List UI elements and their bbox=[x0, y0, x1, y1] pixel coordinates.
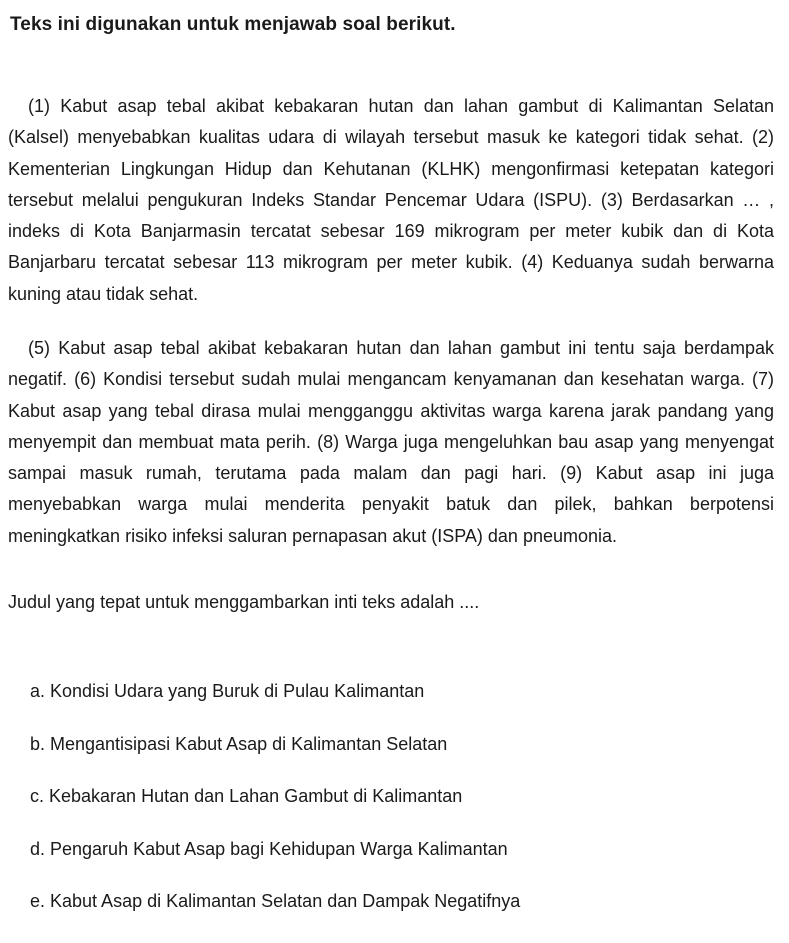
option-b[interactable]: b. Mengantisipasi Kabut Asap di Kalimantan Selatan bbox=[30, 733, 448, 754]
option-d[interactable]: d. Pengaruh Kabut Asap bagi Kehidupan Warga Kalimantan bbox=[30, 838, 508, 859]
instruction-heading: Teks ini digunakan untuk menjawab soal berikut. bbox=[10, 14, 456, 35]
option-e[interactable]: e. Kabut Asap di Kalimantan Selatan dan Dampak Negatifnya bbox=[30, 891, 521, 911]
paragraph-1: (1) Kabut asap tebal akibat kebakaran hutan dan lahan gambut di Kalimantan Selatan (Kalsel) menyebabkan kualitas udara di wilayah tersebut masuk ke kategori tidak sehat. (2) Kementerian Lingkungan Hidup dan Kehutanan (KLHK) mengonfirmasi ketepatan kategori tersebut melalui pengukuran Indeks Standar Pencemar Udara (ISPU). (3) Berdasarkan … , indeks di Kota Banjarmasin tercatat sebesar 169 mikrogram per meter kubik dan di Kota Banjarbaru tercatat sebesar 113 mikrogram per meter kubik. (4) Keduanya sudah berwarna kuning atau tidak sehat. bbox=[8, 96, 774, 304]
paragraph-2: (5) Kabut asap tebal akibat kebakaran hutan dan lahan gambut ini tentu saja berdampak negatif. (6) Kondisi tersebut sudah mulai mengancam kenyamanan dan kesehatan warga. (7) Kabut asap yang tebal dirasa mulai mengganggu aktivitas warga karena jarak pandang yang menyempit dan membuat mata perih. (8) Warga juga mengeluhkan bau asap yang menyengat sampai masuk rumah, terutama pada malam dan pagi hari. (9) Kabut asap ini juga menyebabkan warga mulai menderita penyakit batuk dan pilek, bahkan berpotensi meningkatkan risiko infeksi saluran pernapasan akut (ISPA) dan pneumonia. bbox=[8, 338, 774, 546]
answer-options bbox=[30, 680, 520, 943]
option-a[interactable]: a. Kondisi Udara yang Buruk di Pulau Kalimantan bbox=[30, 681, 425, 701]
question-prompt: Judul yang tepat untuk menggambarkan inti teks adalah .... bbox=[8, 592, 480, 612]
option-c[interactable]: c. Kebakaran Hutan dan Lahan Gambut di Kalimantan bbox=[30, 786, 463, 806]
